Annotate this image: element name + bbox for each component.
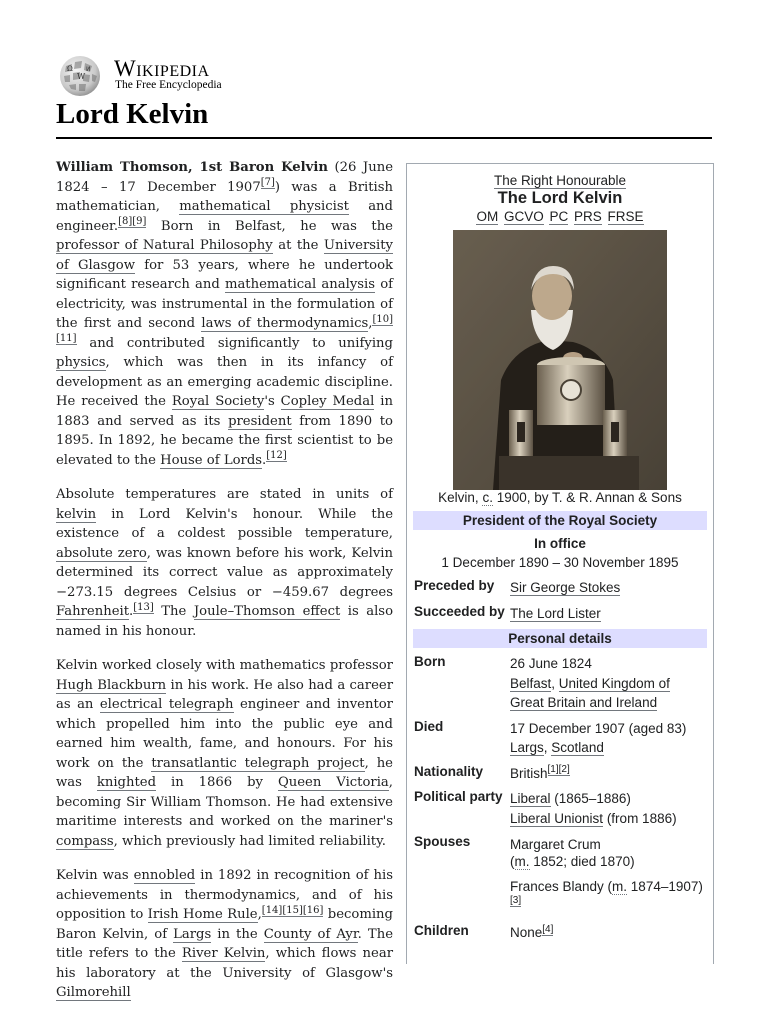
preceded-row <box>407 575 713 601</box>
personal-details-header: Personal details <box>413 629 707 648</box>
text: . <box>129 604 134 619</box>
circa-abbr[interactable]: c. <box>482 490 493 505</box>
reference-link[interactable]: [3] <box>510 894 522 906</box>
text: , <box>257 907 262 922</box>
text: Margaret Crum <box>510 837 601 852</box>
text: in 1866 by <box>156 775 278 790</box>
link-liberal-unionist[interactable]: Liberal Unionist <box>510 810 604 826</box>
preceded-label: Preceded by <box>414 578 495 593</box>
link-university-of-glasgow[interactable]: University of Glasgow <box>56 238 393 273</box>
text: ( <box>510 854 515 869</box>
text: . The title refers to the <box>56 926 394 961</box>
text: (1865–1886) <box>550 791 631 806</box>
link-river-kelvin[interactable]: River Kelvin <box>181 946 266 961</box>
paragraph-temperature <box>56 485 393 641</box>
text: , which was then in its infancy of development as an emerging academic discipline. He received the <box>56 355 393 409</box>
text: Kelvin was <box>56 868 134 883</box>
text: The <box>153 604 194 619</box>
married-abbr[interactable]: m. <box>514 854 530 869</box>
text: , he was <box>56 755 393 790</box>
link-compass[interactable]: compass <box>56 833 114 849</box>
wikipedia-tagline: The Free Encyclopedia <box>115 79 222 91</box>
succeeded-label: Succeeded by <box>414 603 505 619</box>
postnominal-gcvo[interactable]: GCVO <box>503 209 544 224</box>
spouses-row <box>407 831 713 915</box>
children-row <box>407 915 713 946</box>
portrait-caption <box>407 490 713 505</box>
text: (from 1886) <box>603 810 677 826</box>
text: Kelvin worked closely with mathematics professor <box>56 658 393 673</box>
nationality-row <box>407 761 713 787</box>
link-house-of-lords[interactable]: House of Lords <box>160 452 263 468</box>
link-absolute-zero[interactable]: absolute zero <box>56 545 147 561</box>
paragraph-career <box>56 656 393 851</box>
text: and engineer. <box>56 199 393 234</box>
text: is also named in his honour. <box>56 604 394 639</box>
married-abbr[interactable]: m. <box>612 879 628 894</box>
article-body <box>56 158 393 1018</box>
honorific-text[interactable]: The Right Honourable <box>493 173 627 188</box>
text: 's <box>264 394 281 409</box>
office-header: President of the Royal Society <box>413 511 707 530</box>
party-row <box>407 786 713 831</box>
wikipedia-globe-icon[interactable] <box>56 54 104 98</box>
text: in the <box>211 926 264 942</box>
reference-link[interactable]: [10][11] <box>56 313 393 345</box>
link-joule-thomson-effect[interactable]: Joule–Thomson effect <box>193 604 341 619</box>
link-royal-society[interactable]: Royal Society <box>171 394 265 409</box>
link-hugh-blackburn[interactable]: Hugh Blackburn <box>56 677 167 693</box>
text: Born in Belfast, he was the <box>146 218 393 234</box>
text: Frances Blandy ( <box>510 879 613 894</box>
died-date: 17 December 1907 (aged 83) <box>510 720 687 736</box>
succession-table <box>407 575 713 626</box>
text: (26 June 1824 – 17 December 1907 <box>56 160 394 195</box>
link-electrical-telegraph[interactable]: electrical telegraph <box>99 697 234 712</box>
svg-text:W: W <box>77 72 86 81</box>
link-united-kingdom[interactable]: United Kingdom of Great Britain and Ireland <box>510 675 670 710</box>
text: 1852; died 1870) <box>529 854 635 869</box>
link-largs[interactable]: Largs <box>510 740 544 755</box>
link-queen-victoria[interactable]: Queen Victoria <box>277 775 389 790</box>
died-row <box>407 716 713 761</box>
link-irish-home-rule[interactable]: Irish Home Rule <box>147 907 258 922</box>
link-fahrenheit[interactable]: Fahrenheit <box>56 604 130 619</box>
born-date: 26 June 1824 <box>510 656 592 671</box>
link-physics[interactable]: physics <box>56 355 106 370</box>
text: 1900, by T. & R. Annan & Sons <box>492 490 682 505</box>
link-ennobled[interactable]: ennobled <box>133 868 196 883</box>
children-value: None <box>510 925 543 940</box>
text: Absolute temperatures are stated in units of <box>56 487 393 502</box>
link-largs[interactable]: Largs <box>173 926 212 942</box>
postnominal-frse[interactable]: FRSE <box>607 209 644 224</box>
svg-text:Ω: Ω <box>67 65 73 73</box>
children-label: Children <box>414 923 469 938</box>
text: , becoming Sir William Thomson. He had extensive maritime interests and worked on the mariner's <box>56 775 393 829</box>
text: , <box>551 675 559 691</box>
text: , was known before his work, Kelvin determined its correct value as approximately −273.15 degrees Celsius or −459.67 degrees <box>56 545 393 600</box>
link-laws-of-thermodynamics[interactable]: laws of thermodynamics <box>201 316 369 331</box>
wordmark-text: Wikipedia <box>114 56 210 81</box>
born-label: Born <box>414 654 446 669</box>
infobox-honorific <box>407 173 713 188</box>
spouse-2 <box>510 878 713 912</box>
svg-text:И: И <box>86 66 91 73</box>
text: from 1890 to 1895. In 1892, he became the first scientist to be elevated to the <box>56 413 393 468</box>
link-the-lord-lister[interactable]: The Lord Lister <box>510 605 601 621</box>
reference-link[interactable]: [8][9] <box>118 216 147 228</box>
postnominal-prs[interactable]: PRS <box>574 209 602 224</box>
link-professor-of-natural-philosophy[interactable]: professor of Natural Philosophy <box>56 238 273 253</box>
link-mathematical-physicist[interactable]: mathematical physicist <box>179 199 349 214</box>
paragraph-intro <box>56 158 393 470</box>
text: in Lord Kelvin's honour. While the existence of a coldest possible temperature, <box>56 506 393 541</box>
title-divider <box>56 137 712 139</box>
link-scotland[interactable]: Scotland <box>551 740 604 755</box>
text: in his work. He also had a career as an <box>56 677 393 712</box>
link-sir-george-stokes[interactable]: Sir George Stokes <box>510 580 621 595</box>
spouse-1 <box>510 836 713 870</box>
reference-link[interactable]: [13] <box>133 601 154 613</box>
party-label: Political party <box>414 789 503 804</box>
text: 1874–1907) <box>627 879 703 894</box>
succeeded-row <box>407 601 713 627</box>
text: ) was a British mathematician, <box>56 179 393 214</box>
in-office-label: In office <box>534 536 586 551</box>
text: for 53 years, where he undertook significant research and <box>56 257 393 292</box>
infobox-name: The Lord Kelvin <box>497 189 623 207</box>
text: , <box>368 316 373 331</box>
text: engineer and inventor which propelled him into the public eye and earned him wealth, fame, and honours. For his work on the <box>56 697 393 771</box>
spouses-label: Spouses <box>414 834 471 849</box>
link-copley-medal[interactable]: Copley Medal <box>280 394 375 409</box>
link-transatlantic-telegraph-project[interactable]: transatlantic telegraph project <box>151 755 365 771</box>
link-county-of-ayr[interactable]: County of Ayr <box>263 926 358 942</box>
portrait-photo[interactable] <box>453 230 667 490</box>
reference-link[interactable]: [12] <box>266 450 287 462</box>
text: at the <box>272 238 324 253</box>
reference-link[interactable]: [1][2] <box>547 764 570 775</box>
subject-name: William Thomson, 1st Baron Kelvin <box>56 160 328 175</box>
postnominal-om[interactable]: OM <box>476 209 499 224</box>
page-title: Lord Kelvin <box>56 98 209 130</box>
text: Kelvin, <box>438 490 483 505</box>
text: , which previously had limited reliability. <box>113 833 386 849</box>
infobox-postnominals <box>407 209 713 224</box>
link-mathematical-analysis[interactable]: mathematical analysis <box>224 277 376 292</box>
text: . <box>262 452 267 468</box>
text: , <box>543 740 552 755</box>
paragraph-peerage <box>56 866 393 1003</box>
link-kelvin[interactable]: kelvin <box>56 506 97 522</box>
postnominal-pc[interactable]: PC <box>549 209 569 224</box>
reference-link[interactable]: [7] <box>260 177 275 189</box>
born-row <box>407 651 713 716</box>
reference-link[interactable]: [14][15][16] <box>261 904 324 916</box>
link-president[interactable]: president <box>228 413 292 429</box>
text: and contributed significantly to unifying <box>76 335 393 351</box>
text: becoming Baron Kelvin, of <box>56 907 393 942</box>
site-header <box>56 54 716 98</box>
text: in 1883 and served as its <box>56 394 393 429</box>
nationality-label: Nationality <box>414 763 484 779</box>
text: in 1892 in recognition of his achievements in thermodynamics, and of his opposition to <box>56 868 393 922</box>
text: , which flows near his laboratory at the University of Glasgow's <box>56 946 394 981</box>
in-office-dates: 1 December 1890 – 30 November 1895 <box>441 555 679 570</box>
link-belfast[interactable]: Belfast <box>510 675 552 691</box>
link-knighted[interactable]: knighted <box>96 775 157 790</box>
personal-details-table <box>407 651 713 946</box>
infobox <box>406 163 714 964</box>
link-gilmorehill[interactable]: Gilmorehill <box>56 985 131 1000</box>
reference-link[interactable]: [4] <box>542 923 554 935</box>
nationality-value: British <box>510 765 548 781</box>
link-liberal[interactable]: Liberal <box>510 791 551 806</box>
text: of electricity, was instrumental in the formulation of the first and second <box>56 277 394 331</box>
died-label: Died <box>414 718 444 734</box>
